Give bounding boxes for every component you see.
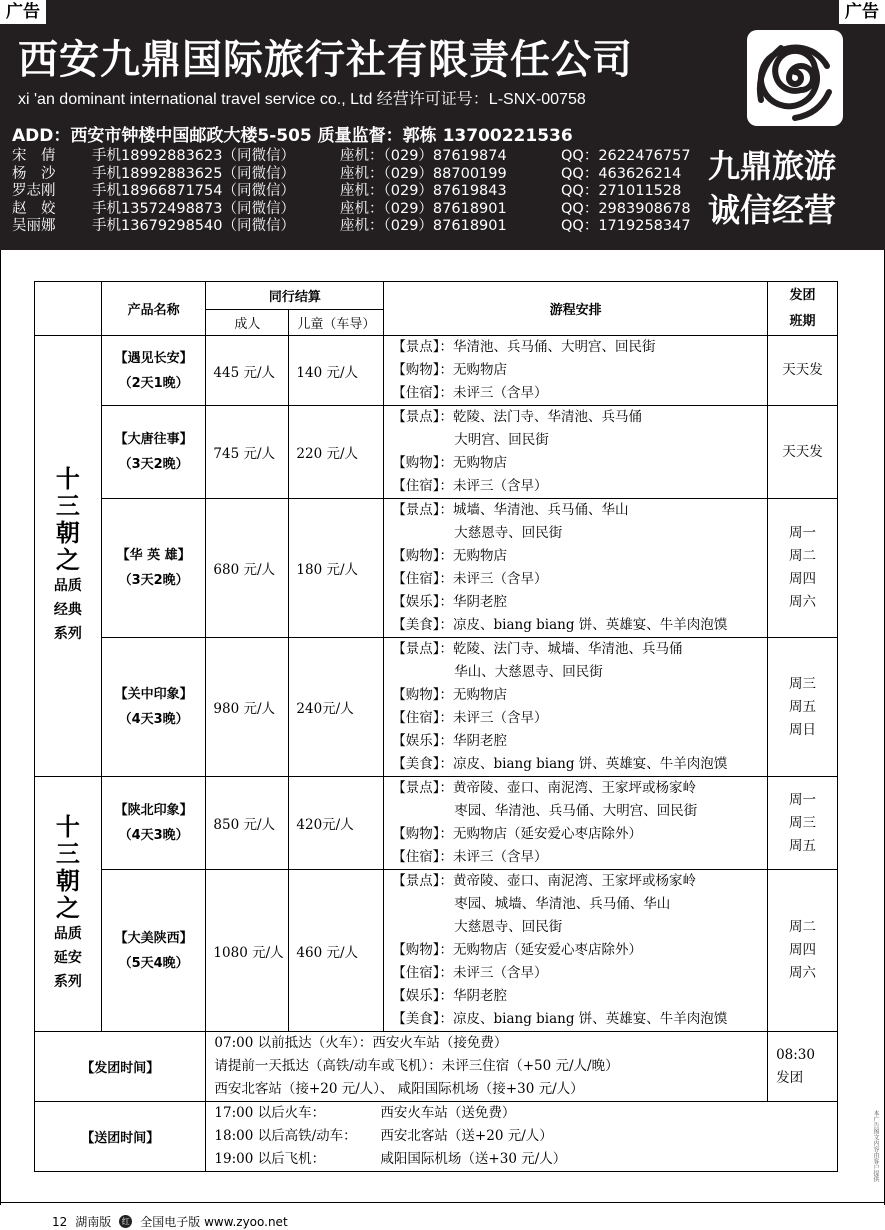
child-price: 140 元/人 (289, 336, 384, 406)
itinerary-text: 华阴老腔 (453, 733, 508, 749)
itinerary-label: 【住宿】： (392, 478, 454, 494)
contact-qq: QQ：2622476757 (561, 148, 691, 164)
dropoff-row (35, 1102, 838, 1172)
itinerary-line (392, 753, 763, 776)
itinerary-text: 未评三（含早） (453, 478, 548, 494)
schedule-day: 周五 (789, 837, 817, 854)
itinerary-line (392, 499, 763, 522)
itinerary-text: 无购物店 (453, 455, 508, 471)
contact-qq: QQ：1719258347 (561, 218, 691, 234)
contact-name: 赵 姣 (12, 200, 56, 217)
series-char: 十 (55, 465, 80, 493)
contact-mobile: 手机13572498873（同微信） (92, 200, 295, 217)
edition-label: 湖南版 (75, 1215, 112, 1229)
departure-row (35, 1032, 838, 1102)
itinerary-line (392, 1008, 763, 1031)
side-disclaimer: 本广告图文内容由客户提供 (872, 1110, 879, 1182)
schedule-day: 周一 (789, 525, 817, 541)
itinerary-label: 【娱乐】： (392, 988, 454, 1004)
child-price: 460 元/人 (289, 870, 384, 1032)
ad-tag-left: 广告 (0, 0, 46, 24)
itinerary-label: 【娱乐】： (392, 594, 454, 610)
itinerary-label: 【美食】： (392, 1011, 454, 1027)
itinerary-label: 【景点】： (392, 409, 454, 425)
series-word: 延安 (53, 950, 82, 966)
header-schedule-line: 发团 (789, 287, 816, 303)
page-frame-bottom (0, 1202, 885, 1203)
header-blank (35, 282, 102, 336)
itinerary-label: 【购物】： (392, 455, 454, 471)
product-days: （3天2晚） (118, 573, 189, 588)
departure-schedule-line: 08:30 (776, 1046, 815, 1063)
slogan-line: 诚信经营 (708, 191, 837, 229)
itinerary-line (392, 429, 763, 452)
schedule-day: 周六 (789, 965, 817, 981)
table-row (35, 777, 838, 870)
dropoff-details (206, 1102, 838, 1172)
schedule-day: 周三 (789, 814, 817, 831)
product-days: （2天1晚） (118, 375, 189, 391)
itinerary-text: 华阴老腔 (453, 988, 508, 1004)
itinerary-line (392, 614, 763, 637)
itinerary-label: 【购物】： (392, 362, 454, 378)
company-name: 西安九鼎国际旅行社有限责任公司 (18, 37, 633, 83)
itinerary-text: 枣园、华清池、兵马俑、大明宫、回民街 (454, 803, 698, 819)
tour-price-table (34, 281, 838, 1172)
header-schedule-line: 班期 (789, 313, 816, 329)
itinerary-text: 凉皮、biang biang 饼、英雄宴、牛羊肉泡馍 (453, 617, 728, 633)
schedule-cell (768, 638, 838, 777)
departure-schedule-line: 发团 (776, 1069, 804, 1086)
adult-price: 980 元/人 (206, 638, 289, 777)
itinerary-line (392, 406, 763, 429)
itinerary-label: 【购物】： (392, 687, 454, 703)
itinerary-cell (384, 638, 768, 777)
dropoff-place: 西安火车站（送免费） (380, 1105, 516, 1121)
slogan-line: 九鼎旅游 (708, 147, 837, 185)
itinerary-line (392, 870, 763, 893)
schedule-day: 周日 (789, 721, 817, 738)
itinerary-line (392, 522, 763, 545)
itinerary-cell (384, 406, 768, 499)
itinerary-cell (384, 499, 768, 638)
itinerary-line (392, 962, 763, 985)
product-days: （4天3晚） (118, 712, 189, 727)
itinerary-line (392, 452, 763, 475)
itinerary-label: 【景点】： (392, 780, 454, 796)
itinerary-label: 【景点】： (392, 873, 454, 889)
schedule-day: 天天发 (782, 362, 823, 378)
departure-details (206, 1032, 768, 1102)
itinerary-line (392, 985, 763, 1008)
product-name: 【遇见长安】 (114, 350, 193, 366)
header-settlement: 同行结算 (206, 282, 384, 310)
itinerary-text: 未评三（含早） (453, 849, 548, 865)
itinerary-text: 未评三（含早） (453, 710, 548, 726)
itinerary-text: 城墙、华清池、兵马俑、华山 (453, 502, 629, 518)
product-name: 【关中印象】 (114, 687, 193, 702)
product-name: 【陕北印象】 (114, 803, 193, 818)
itinerary-line (392, 359, 763, 382)
series-char: 之 (55, 894, 80, 922)
itinerary-text: 未评三（含早） (453, 385, 548, 401)
itinerary-cell (384, 336, 768, 406)
schedule-cell (768, 870, 838, 1032)
departure-line: 西安北客站（接+20 元/人）、 咸阳国际机场（接+30 元/人） (214, 1081, 584, 1097)
product-name: 【大美陕西】 (114, 930, 193, 946)
page-number: 12 (52, 1214, 68, 1229)
adult-price: 850 元/人 (206, 777, 289, 870)
itinerary-line (392, 336, 763, 359)
itinerary-text: 大慈恩寺、回民街 (454, 919, 563, 935)
header-child: 儿童（车导） (289, 310, 384, 336)
schedule-day: 周四 (789, 942, 817, 958)
itinerary-text: 无购物店 (453, 687, 508, 703)
series-label (35, 336, 102, 777)
contact-landline: 座机：（029）87618901 (340, 218, 507, 234)
company-english-name: xi 'an dominant international travel service co., Ltd 经营许可证号：L-SNX-00758 (18, 91, 586, 108)
contact-qq: QQ：2983908678 (561, 200, 691, 217)
itinerary-text: 无购物店（延安爱心枣店除外） (453, 826, 643, 842)
table-row (35, 870, 838, 1032)
itinerary-line (392, 939, 763, 962)
dropoff-place: 西安北客站（送+20 元/人） (380, 1128, 553, 1144)
series-char: 朝 (55, 867, 80, 895)
series-char: 之 (55, 546, 80, 574)
header-product: 产品名称 (101, 282, 206, 336)
itinerary-line (392, 730, 763, 753)
itinerary-line (392, 823, 763, 846)
schedule-cell (768, 777, 838, 870)
dropoff-line (214, 1125, 837, 1148)
schedule-day: 周二 (789, 919, 817, 935)
product-cell (101, 336, 206, 406)
contact-landline: 座机：（029）88700199 (340, 165, 507, 182)
child-price: 220 元/人 (289, 406, 384, 499)
product-cell (101, 870, 206, 1032)
itinerary-text: 乾陵、法门寺、华清池、兵马俑 (453, 409, 643, 425)
itinerary-text: 大明宫、回民街 (454, 432, 549, 448)
series-char: 朝 (55, 519, 80, 547)
itinerary-line (392, 777, 763, 800)
header-adult: 成人 (206, 310, 289, 336)
product-name: 【华 英 雄】 (116, 548, 191, 563)
itinerary-line (392, 568, 763, 591)
itinerary-cell (384, 777, 768, 870)
itinerary-line (392, 893, 763, 916)
product-cell (101, 499, 206, 638)
dropoff-time: 19:00 以后飞机： (214, 1151, 326, 1167)
schedule-day: 周四 (789, 571, 817, 587)
series-word: 品质 (53, 578, 82, 594)
contact-name: 罗志刚 (12, 183, 56, 199)
dropoff-time: 17:00 以后火车： (214, 1105, 326, 1121)
product-days: （5天4晚） (118, 955, 189, 971)
itinerary-label: 【景点】： (392, 641, 454, 657)
itinerary-line (392, 475, 763, 498)
schedule-cell (768, 406, 838, 499)
itinerary-text: 黄帝陵、壶口、南泥湾、王家坪或杨家岭 (453, 780, 697, 796)
swirl-logo-icon (747, 30, 843, 126)
itinerary-label: 【美食】： (392, 617, 454, 633)
itinerary-line (392, 846, 763, 869)
itinerary-line (392, 638, 763, 661)
series-label (35, 777, 102, 1032)
itinerary-text: 大慈恩寺、回民街 (454, 525, 563, 541)
itinerary-line (392, 591, 763, 614)
itinerary-text: 无购物店 (453, 362, 508, 378)
itinerary-line (392, 382, 763, 405)
schedule-cell (768, 336, 838, 406)
itinerary-line (392, 800, 763, 823)
table-header-row (35, 282, 838, 310)
adult-price: 1080 元/人 (206, 870, 289, 1032)
child-price: 240元/人 (289, 638, 384, 777)
itinerary-label: 【美食】： (392, 756, 454, 772)
itinerary-label: 【购物】： (392, 826, 454, 842)
itinerary-text: 无购物店（延安爱心枣店除外） (453, 942, 643, 958)
dropoff-place: 咸阳国际机场（送+30 元/人） (380, 1151, 567, 1167)
table-row (35, 336, 838, 406)
itinerary-label: 【住宿】： (392, 849, 454, 865)
itinerary-line (392, 707, 763, 730)
product-cell (101, 406, 206, 499)
contact-landline: 座机：（029）87619874 (340, 148, 507, 164)
header-schedule (768, 282, 838, 336)
schedule-day: 周六 (789, 594, 817, 610)
contact-qq: QQ：271011528 (561, 183, 682, 199)
series-char: 三 (55, 492, 80, 520)
table-row (35, 406, 838, 499)
series-char: 十 (55, 813, 80, 841)
page-footer (52, 1213, 288, 1230)
itinerary-text: 未评三（含早） (453, 571, 548, 587)
itinerary-text: 凉皮、biang biang 饼、英雄宴、牛羊肉泡馍 (453, 1011, 728, 1027)
dropoff-label: 【送团时间】 (35, 1102, 206, 1172)
contact-mobile: 手机18966871754（同微信） (92, 183, 295, 199)
itinerary-line (392, 661, 763, 684)
contact-mobile: 手机13679298540（同微信） (92, 218, 295, 234)
itinerary-text: 华山、大慈恩寺、回民街 (454, 664, 603, 680)
schedule-day: 周二 (789, 548, 817, 564)
child-price: 180 元/人 (289, 499, 384, 638)
itinerary-text: 无购物店 (453, 548, 508, 564)
itinerary-text: 凉皮、biang biang 饼、英雄宴、牛羊肉泡馍 (453, 756, 728, 772)
advertiser-header (0, 0, 885, 250)
slogan (708, 144, 836, 232)
table-row (35, 499, 838, 638)
header-itinerary: 游程安排 (384, 282, 768, 336)
adult-price: 445 元/人 (206, 336, 289, 406)
edition-badge-icon: 红 (119, 1215, 132, 1228)
itinerary-line (392, 916, 763, 939)
product-days: （4天3晚） (118, 828, 189, 843)
contact-landline: 座机：（029）87619843 (340, 183, 507, 199)
series-word: 品质 (53, 926, 82, 942)
contact-name: 宋 倩 (12, 148, 56, 164)
itinerary-label: 【购物】： (392, 942, 454, 958)
itinerary-label: 【住宿】： (392, 571, 454, 587)
itinerary-label: 【娱乐】： (392, 733, 454, 749)
departure-line: 请提前一天抵达（高铁/动车或飞机）：未评三住宿（+50 元/人/晚） (214, 1058, 619, 1074)
itinerary-text: 华清池、兵马俑、大明宫、回民街 (453, 339, 656, 355)
series-word: 系列 (53, 974, 82, 990)
series-word: 经典 (53, 602, 82, 618)
website-label[interactable]: 全国电子版 www.zyoo.net (140, 1215, 288, 1229)
series-word: 系列 (53, 626, 82, 642)
itinerary-text: 乾陵、法门寺、城墙、华清池、兵马俑 (453, 641, 683, 657)
schedule-day: 周五 (789, 698, 817, 715)
contact-mobile: 手机18992883625（同微信） (92, 165, 295, 182)
departure-line: 07:00 以前抵达（火车）：西安火车站（接免费） (214, 1035, 508, 1051)
schedule-day: 天天发 (782, 443, 823, 460)
table-row (35, 638, 838, 777)
adult-price: 680 元/人 (206, 499, 289, 638)
schedule-day: 周三 (789, 675, 817, 692)
ad-tag-right: 广告 (839, 0, 885, 24)
series-char: 三 (55, 840, 80, 868)
contact-landline: 座机：（029）87618901 (340, 200, 507, 217)
adult-price: 745 元/人 (206, 406, 289, 499)
dropoff-time: 18:00 以后高铁/动车： (214, 1128, 357, 1144)
dropoff-line (214, 1102, 837, 1125)
itinerary-text: 未评三（含早） (453, 965, 548, 981)
contact-name: 杨 沙 (12, 165, 56, 182)
contact-mobile: 手机18992883623（同微信） (92, 148, 295, 164)
itinerary-cell (384, 870, 768, 1032)
itinerary-label: 【住宿】： (392, 385, 454, 401)
schedule-day: 周一 (789, 791, 817, 808)
contact-name: 吴丽娜 (12, 218, 56, 234)
product-days: （3天2晚） (118, 457, 189, 472)
child-price: 420元/人 (289, 777, 384, 870)
itinerary-text: 华阴老腔 (453, 594, 508, 610)
company-address: ADD：西安市钟楼中国邮政大楼5-505 质量监督：郭栋 13700221536 (12, 126, 573, 146)
itinerary-line (392, 684, 763, 707)
itinerary-text: 枣园、城墙、华清池、兵马俑、华山 (454, 896, 671, 912)
itinerary-text: 黄帝陵、壶口、南泥湾、王家坪或杨家岭 (453, 873, 697, 889)
itinerary-label: 【景点】： (392, 502, 454, 518)
itinerary-label: 【住宿】： (392, 965, 454, 981)
product-cell (101, 777, 206, 870)
contact-qq: QQ：463626214 (561, 165, 682, 182)
itinerary-line (392, 545, 763, 568)
departure-label: 【发团时间】 (35, 1032, 206, 1102)
product-name: 【大唐往事】 (114, 432, 193, 447)
departure-schedule (768, 1032, 838, 1102)
schedule-cell (768, 499, 838, 638)
dropoff-line (214, 1148, 837, 1171)
itinerary-label: 【住宿】： (392, 710, 454, 726)
product-cell (101, 638, 206, 777)
itinerary-label: 【景点】： (392, 339, 454, 355)
itinerary-label: 【购物】： (392, 548, 454, 564)
